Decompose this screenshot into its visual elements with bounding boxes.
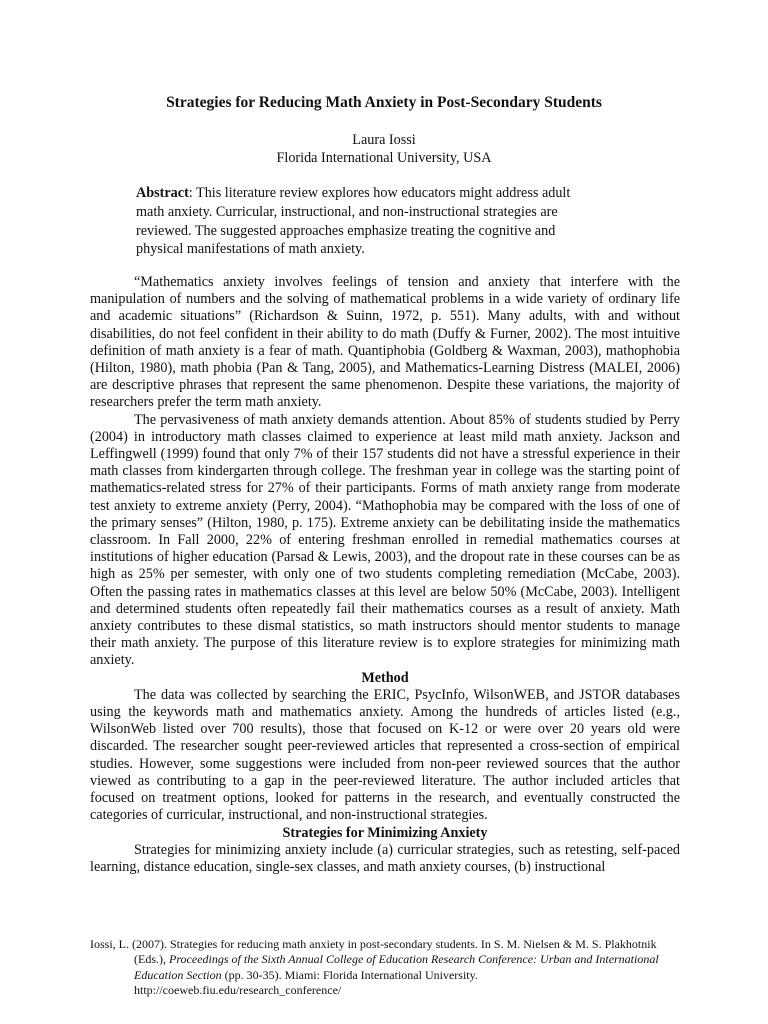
body-paragraph-1: “Mathematics anxiety involves feelings of tension and anxiety that interfere with the manipulation of numbers and the solving of mathematical problems in a wide variety of ordinary life and academic situations” (Richardson & Suinn, 1972, p. 551). Many adults, with and without disabilities, do not feel confident in their ability to do math (Duffy & Furner, 2002). The most intuitive definition of math anxiety is a fear of math. Quantiphobia (Goldberg & Waxman, 2003), mathophobia (Hilton, 1980), math phobia (Pan & Tang, 2005), and Mathematics-Learning Distress (MALEI, 2006) are descriptive phrases that represent the same phenomenon. Despite these variations, the majority of researchers prefer the term math anxiety.	[90, 274, 680, 411]
author-name: Laura Iossi	[352, 132, 416, 148]
citation-url[interactable]: http://coeweb.fiu.edu/research_conference/	[134, 983, 342, 998]
citation-start: Iossi, L. (2007). Strategies for reducing math anxiety in post-secondary students. In S. M. Nielsen & M. S. Plakhotnik (Eds.),	[90, 937, 657, 967]
body-text	[90, 274, 680, 876]
abstract	[136, 184, 576, 259]
strategies-heading: Strategies for Minimizing Anxiety	[282, 824, 488, 841]
abstract-label: Abstract	[136, 185, 189, 201]
citation-end: (pp. 30-35). Miami: Florida International University.	[221, 967, 478, 982]
paper-title: Strategies for Reducing Math Anxiety in Post-Secondary Students	[166, 94, 602, 111]
citation-footer	[90, 937, 680, 999]
abstract-text: : This literature review explores how educators might address adult math anxiety. Curricular, instructional, and non-instructional strategies are reviewed. The suggested approaches emphasize treating the cognitive and physical manifestations of math anxiety.	[136, 185, 571, 258]
citation-proceedings-title: Proceedings of the Sixth Annual College of Education Research Conference: Urban and International Education Section	[134, 952, 659, 982]
method-paragraph: The data was collected by searching the ERIC, PsycInfo, WilsonWEB, and JSTOR databases using the keywords math and mathematics anxiety. Among the hundreds of articles listed (e.g., WilsonWeb listed over 700 results), those that focused on K-12 or were over 20 years old were discarded. The researcher sought peer-reviewed articles that represented a cross-section of empirical studies. However, some suggestions were included from non-peer reviewed sources that the author viewed as contributing to a gap in the peer-reviewed literature. The author included articles that focused on treatment options, looked for patterns in the research, and eventually constructed the categories of curricular, instructional, and non-instructional strategies.	[90, 686, 680, 824]
method-heading: Method	[361, 669, 409, 686]
author-block	[0, 131, 768, 167]
strategies-paragraph: Strategies for minimizing anxiety include (a) curricular strategies, such as retesting, self-paced learning, distance education, single-sex classes, and math anxiety courses, (b) instructional	[90, 841, 680, 875]
author-affiliation: Florida International University, USA	[276, 150, 492, 166]
body-paragraph-2: The pervasiveness of math anxiety demands attention. About 85% of students studied by Perry (2004) in introductory math classes claimed to experience at least mild math anxiety. Jackson and Leffingwell (1999) found that only 7% of their 157 students did not have a stressful experience in their math classes from kindergarten through college. The freshman year in college was the starting point of mathematics-related stress for 27% of their participants. Forms of math anxiety range from moderate test anxiety to extreme anxiety (Perry, 2004). “Mathophobia may be compared with the loss of one of the primary senses” (Hilton, 1980, p. 175). Extreme anxiety can be debilitating inside the mathematics classroom. In Fall 2000, 22% of entering freshman enrolled in remedial mathematics courses at institutions of higher education (Parsad & Lewis, 2003), and the dropout rate in these courses can be as high as 25% per semester, with only one of two students completing remediation (McCabe, 2003). Often the passing rates in mathematics classes at this level are below 50% (McCabe, 2003). Intelligent and determined students often repeatedly fail their mathematics courses as a result of anxiety. Math anxiety contributes to these dismal statistics, so math instructors should mentor students to manage their math anxiety. The purpose of this literature review is to explore strategies for minimizing math anxiety.	[90, 411, 680, 669]
citation-reference	[90, 937, 680, 983]
